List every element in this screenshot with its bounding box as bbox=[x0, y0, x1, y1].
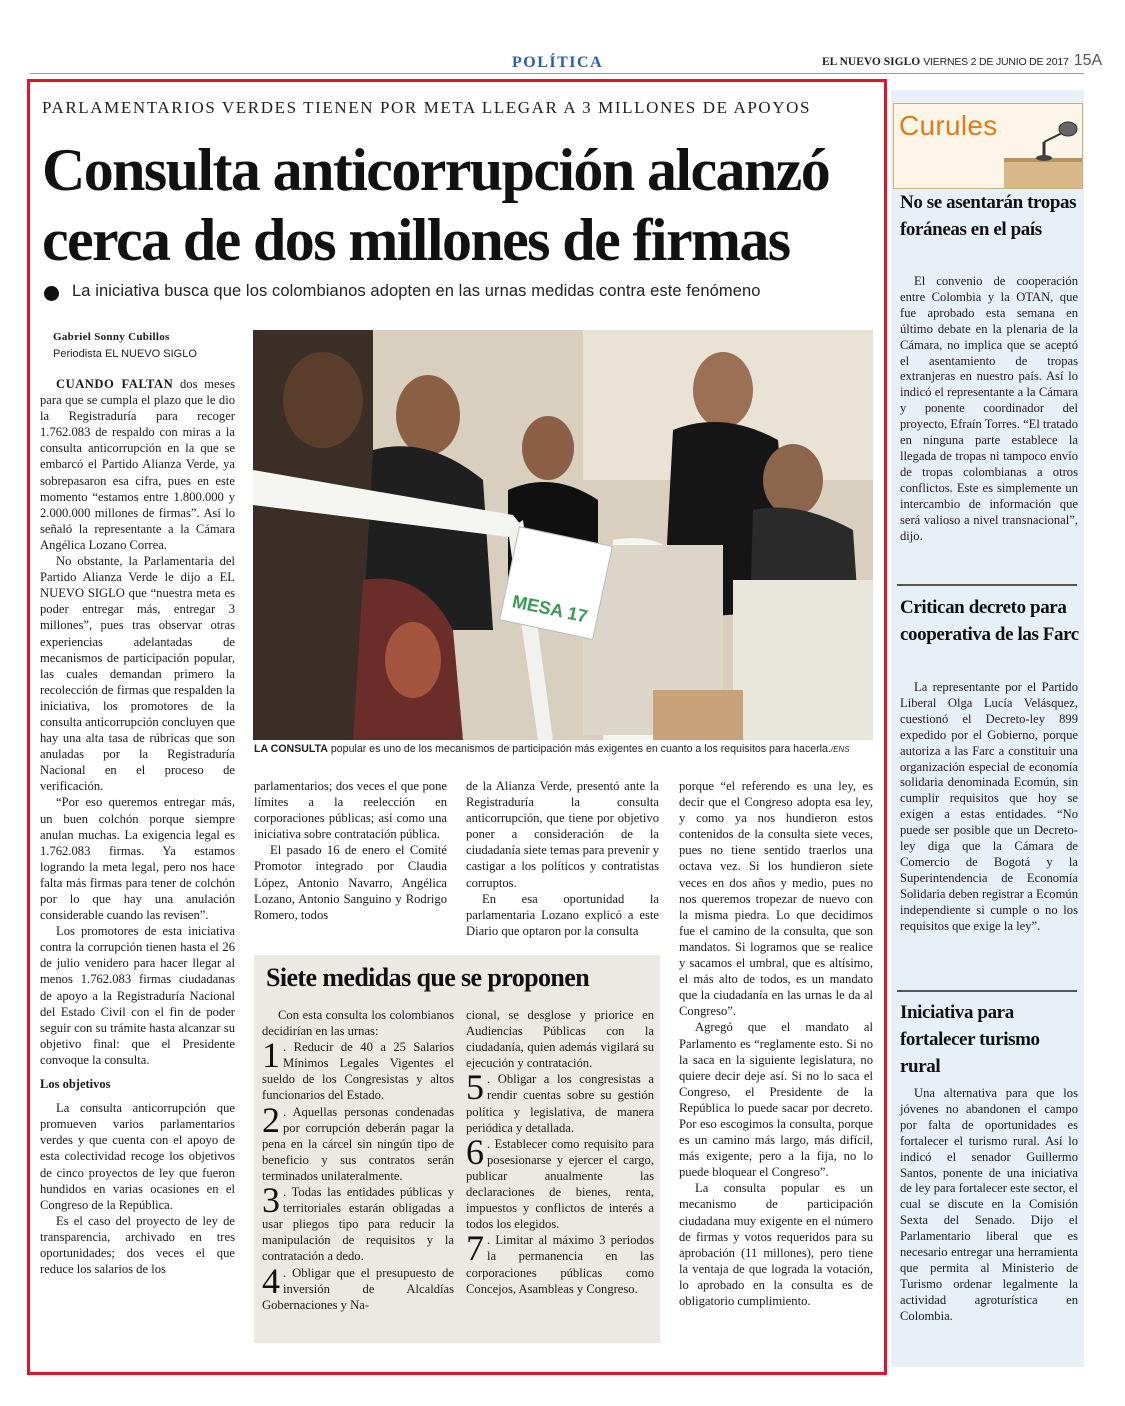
paragraph: CUANDO FALTAN dos meses para que se cumpla el plazo que le dio la Registraduría para recoger 1.762.083 de respaldo con miras a la consulta anticorrupción en la que se embarcó el Partido Alianza Verde, ya sobrepasaron esa cifra, pues en este momento “estamos entre 1.800.000 y 2.000.000 millones de firmas”. Así lo señaló la representante a la Cámara Angélica Lozano Correa. bbox=[40, 377, 236, 552]
sidebar-story-3-title: Iniciativa para fortalecer turismo rural bbox=[900, 1002, 1040, 1077]
sidebar-story-2-title: Critican decreto para cooperativa de las Farc bbox=[900, 597, 1079, 645]
mesa-sign-text: MESA 17 bbox=[510, 591, 590, 627]
paragraph: de la Alianza Verde, presentó ante la Registraduría la consulta anticorrupción, que tiene por objetivo poner a consideración de la ciudadanía siete temas para prevenir y castigar a los políticos y contratistas corruptos. bbox=[466, 779, 659, 890]
paragraph: porque “el referendo es una ley, es decir que el Congreso adopta esa ley, y como ya nos hundieron estos contenidos de la consulta siete veces, pues no tiene sentido traerlos una octava vez. Si los hundieron siete veces en dos años y medio, pues no nos queremos tropezar de nuevo con la misma piedra. Lo que decidimos fue el camino de la consulta, que son mandatos. Si logramos que se realice y sacamos el umbral, que es altísimo, el más alto de todos, es un mandato que la ciudadanía en las urnas le da al Congreso”. bbox=[679, 779, 873, 1019]
measure-item: 2 . Aquellas personas condenadas por corrupción deberán pagar la pena en la cárcel sin ningún tipo de beneficio y sus contratos serán terminados unilateralmente. bbox=[262, 1099, 454, 1183]
paragraph: La consulta anticorrupción que promueven varios parlamentarios verdes y que cuenta con el apoyo de esta colectividad recoge los objetivos de cinco proyectos de ley que fueron hundidos en varias ocasiones en el Congreso de la República. bbox=[40, 1101, 235, 1212]
paragraph: La consulta popular es un mecanismo de participación ciudadana muy exigente en el número de firmas y votos requeridos para su aprobación (11 millones), pero tiene la ventaja de que lograda la votación, lo aprobado en la consulta es de obligatorio cumplimiento. bbox=[679, 1181, 873, 1308]
measure-item: 1 . Reducir de 40 a 25 Salarios Mínimos Legales Vigentes el sueldo de los Congresistas y altos funcionarios del Estado. bbox=[262, 1035, 454, 1103]
lead-in: CUANDO FALTAN bbox=[56, 377, 174, 391]
article-column-2 bbox=[254, 778, 447, 923]
sidebar-story-3-body: Una alternativa para que los jóvenes no abandonen el campo por falta de oportunidades es fortalecer el turismo rural. Así lo indicó el senador Guillermo Santos, ponente de una iniciativa de ley para fortalecer este sector, el cual se discute en la Comisión Sexta del Senado. Dijo el Parlamentario liberal que es necesario entregar una herramienta que permita al Ministerio de Turismo ordenar legalmente la actividad agroturística en Colombia. bbox=[900, 1086, 1078, 1323]
paragraph: “Por eso queremos entregar más, un buen colchón porque siempre anulan muchas. La exigencia legal es 1.762.083 firmas. Ya estamos logrando la meta legal, pero nos hace falta más firmas para tener de colchón por lo que hay una anulación considerable cuando las revisen”. bbox=[40, 795, 235, 923]
publication-name: EL NUEVO SIGLO bbox=[822, 56, 921, 68]
article-headline bbox=[42, 135, 882, 275]
sidebar-story-2-body: La representante por el Partido Liberal Olga Lucía Velásquez, cuestionó el Decreto-ley 899 expedido por el Gobierno, porque autoriza a las Farc a constituir una organización especial de economía solidaria denominada Ecomún, sin cumplir requisitos que hoy se exigen a estas entidades. “No puede ser posible que un Decreto-ley diga que la Cámara de Comercio de Bogotá y la Superintendencia de Economía Solidaria deben registrar a Ecomún independiente si cumple o no los requisitos que exige la ley”. bbox=[900, 680, 1078, 933]
page-header-info bbox=[822, 52, 1102, 70]
measure-item: 3 . Todas las entidades públicas y territoriales estarán obligadas a usar pliegos tipo para reducir la manipulación de requisitos y la contratación a dedo. bbox=[262, 1180, 454, 1264]
box-column-2 bbox=[466, 1007, 654, 1297]
author-role: Periodista EL NUEVO SIGLO bbox=[53, 348, 197, 360]
curules-banner bbox=[893, 103, 1083, 189]
paragraph: Los promotores de esta iniciativa contra la corrupción tienen hasta el 26 de julio venidero para hacer llegar al menos 1.762.083 firmas ciudadanas de apoyo a la Registraduría Nacional del Estado Civil con el fin de poder seguir con su trámite hasta alcanzar su objetivo final: que el Presidente convoque la consulta. bbox=[40, 924, 235, 1067]
measure-item-continued: cional, se desglose y priorice en Audiencias Públicas con la ciudadanía, quien además vigilará su ejecución y contratación. bbox=[466, 1008, 654, 1071]
article-column-3 bbox=[466, 778, 659, 939]
article-photo bbox=[253, 330, 873, 740]
paragraph: Es el caso del proyecto de ley de transparencia, archivado en tres oportunidades; dos veces el que reduce los salarios de los bbox=[40, 1213, 235, 1277]
author-name: Gabriel Sonny Cubillos bbox=[53, 331, 170, 343]
bullet-icon bbox=[44, 286, 59, 301]
box-column-1 bbox=[262, 1007, 454, 1313]
paragraph: El pasado 16 de enero el Comité Promotor integrado por Claudia López, Antonio Navarro, Angélica Lozano, Antonio Sanguino y Rodrigo Romero, todos bbox=[254, 843, 447, 922]
box-intro: Con esta consulta los colombianos decidirían en las urnas: bbox=[262, 1008, 454, 1039]
header-divider bbox=[30, 73, 1084, 74]
photo-credit: /ENS bbox=[830, 745, 850, 754]
article-kicker: PARLAMENTARIOS VERDES TIENEN POR META LLEGAR A 3 MILLONES DE APOYOS bbox=[42, 98, 812, 117]
measure-item: 6 . Establecer como requisito para posesionarse y ejercer el cargo, publicar anualmente las declaraciones de bienes, renta, impuestos y conflictos de interés a todos los elegidos. bbox=[466, 1131, 654, 1232]
measure-item: 5 . Obligar a los congresistas a rendir cuentas sobre su gestión política y legislativa, de manera periódica y detallada. bbox=[466, 1067, 654, 1135]
sidebar-story-1-body: El convenio de cooperación entre Colombia y la OTAN, que fue aprobado esta semana en último debate en la plenaria de la Cámara, no implica que se aceptó el asentamiento de tropas extranjeras en nuestro país. Así lo indicó el representante a la Cámara y ponente coordinador del proyecto, Efraín Torres. “El tratado en ninguna parte establece la llegada de tropas ni tampoco envío de tropas colombianas a otros conflictos. Este es simplemente un intercambio de información que será valioso a nivel transnacional”, dijo. bbox=[900, 274, 1078, 543]
sidebar-divider bbox=[897, 990, 1077, 992]
article-column-1 bbox=[40, 376, 235, 1277]
article-column-4 bbox=[679, 778, 873, 1309]
headline-line-2: cerca de dos millones de firmas bbox=[42, 207, 790, 273]
measure-item: 7 . Limitar al máximo 3 periodos la permanencia en las corporaciones públicas como Concejos, Asambleas y Congreso. bbox=[466, 1228, 654, 1296]
paragraph: No obstante, la Parlamentaria del Partido Alianza Verde le dijo a EL NUEVO SIGLO que “nuestra meta es poder entregar más, entregar 3 millones”, pues tras observar otras experiencias adelantadas de mecanismos de participación popular, las cuales demandan primero la recolección de firmas que respalden la iniciativa, los promotores de la consulta anticorrupción concluyen que hay una alta tasa de rúbricas que son anuladas por la Registraduría Nacional en el proceso de verificación. bbox=[40, 554, 235, 794]
curules-label: Curules bbox=[899, 110, 998, 141]
box-title: Siete medidas que se proponen bbox=[266, 963, 590, 992]
section-label: POLÍTICA bbox=[512, 54, 604, 71]
microphone-icon bbox=[1004, 112, 1082, 188]
article-dek: La iniciativa busca que los colombianos adopten en las urnas medidas contra este fenómeno bbox=[72, 282, 761, 300]
sidebar-story-1-title: No se asentarán tropas foráneas en el país bbox=[900, 192, 1077, 240]
publication-date: VIERNES 2 DE JUNIO DE 2017 bbox=[923, 56, 1069, 68]
photo-caption: LA CONSULTA popular es uno de los mecanismos de participación más exigentes en cuanto a los requisitos para hacerla./ENS bbox=[254, 743, 850, 755]
headline-line-1: Consulta anticorrupción alcanzó bbox=[42, 137, 830, 203]
measure-item: 4 . Obligar que el presupuesto de inversión de Alcaldías Gobernaciones y Na- bbox=[262, 1260, 454, 1312]
paragraph: Agregó que el mandato al Parlamento es “reglamente esto. Si no la saca en la siguiente legislatura, no quiere decir deje así. Si no lo saca el Congreso, el Presidente de la República lo puede sacar por decreto. Por eso escogimos la consulta, porque es un camino más largo, más difícil, más exigente, pero a la fija, no lo puede bloquear el Congreso”. bbox=[679, 1020, 873, 1180]
subhead: Los objetivos bbox=[40, 1077, 111, 1092]
paragraph: parlamentarios; dos veces el que pone límites a la reelección en corporaciones públicas; así como una iniciativa sobre contratación pública. bbox=[254, 779, 447, 842]
sidebar-divider bbox=[897, 584, 1077, 586]
paragraph: En esa oportunidad la parlamentaria Lozano explicó a este Diario que optaron por la consulta bbox=[466, 891, 659, 938]
page-number: 15A bbox=[1073, 52, 1103, 69]
measures-box bbox=[254, 955, 660, 1343]
